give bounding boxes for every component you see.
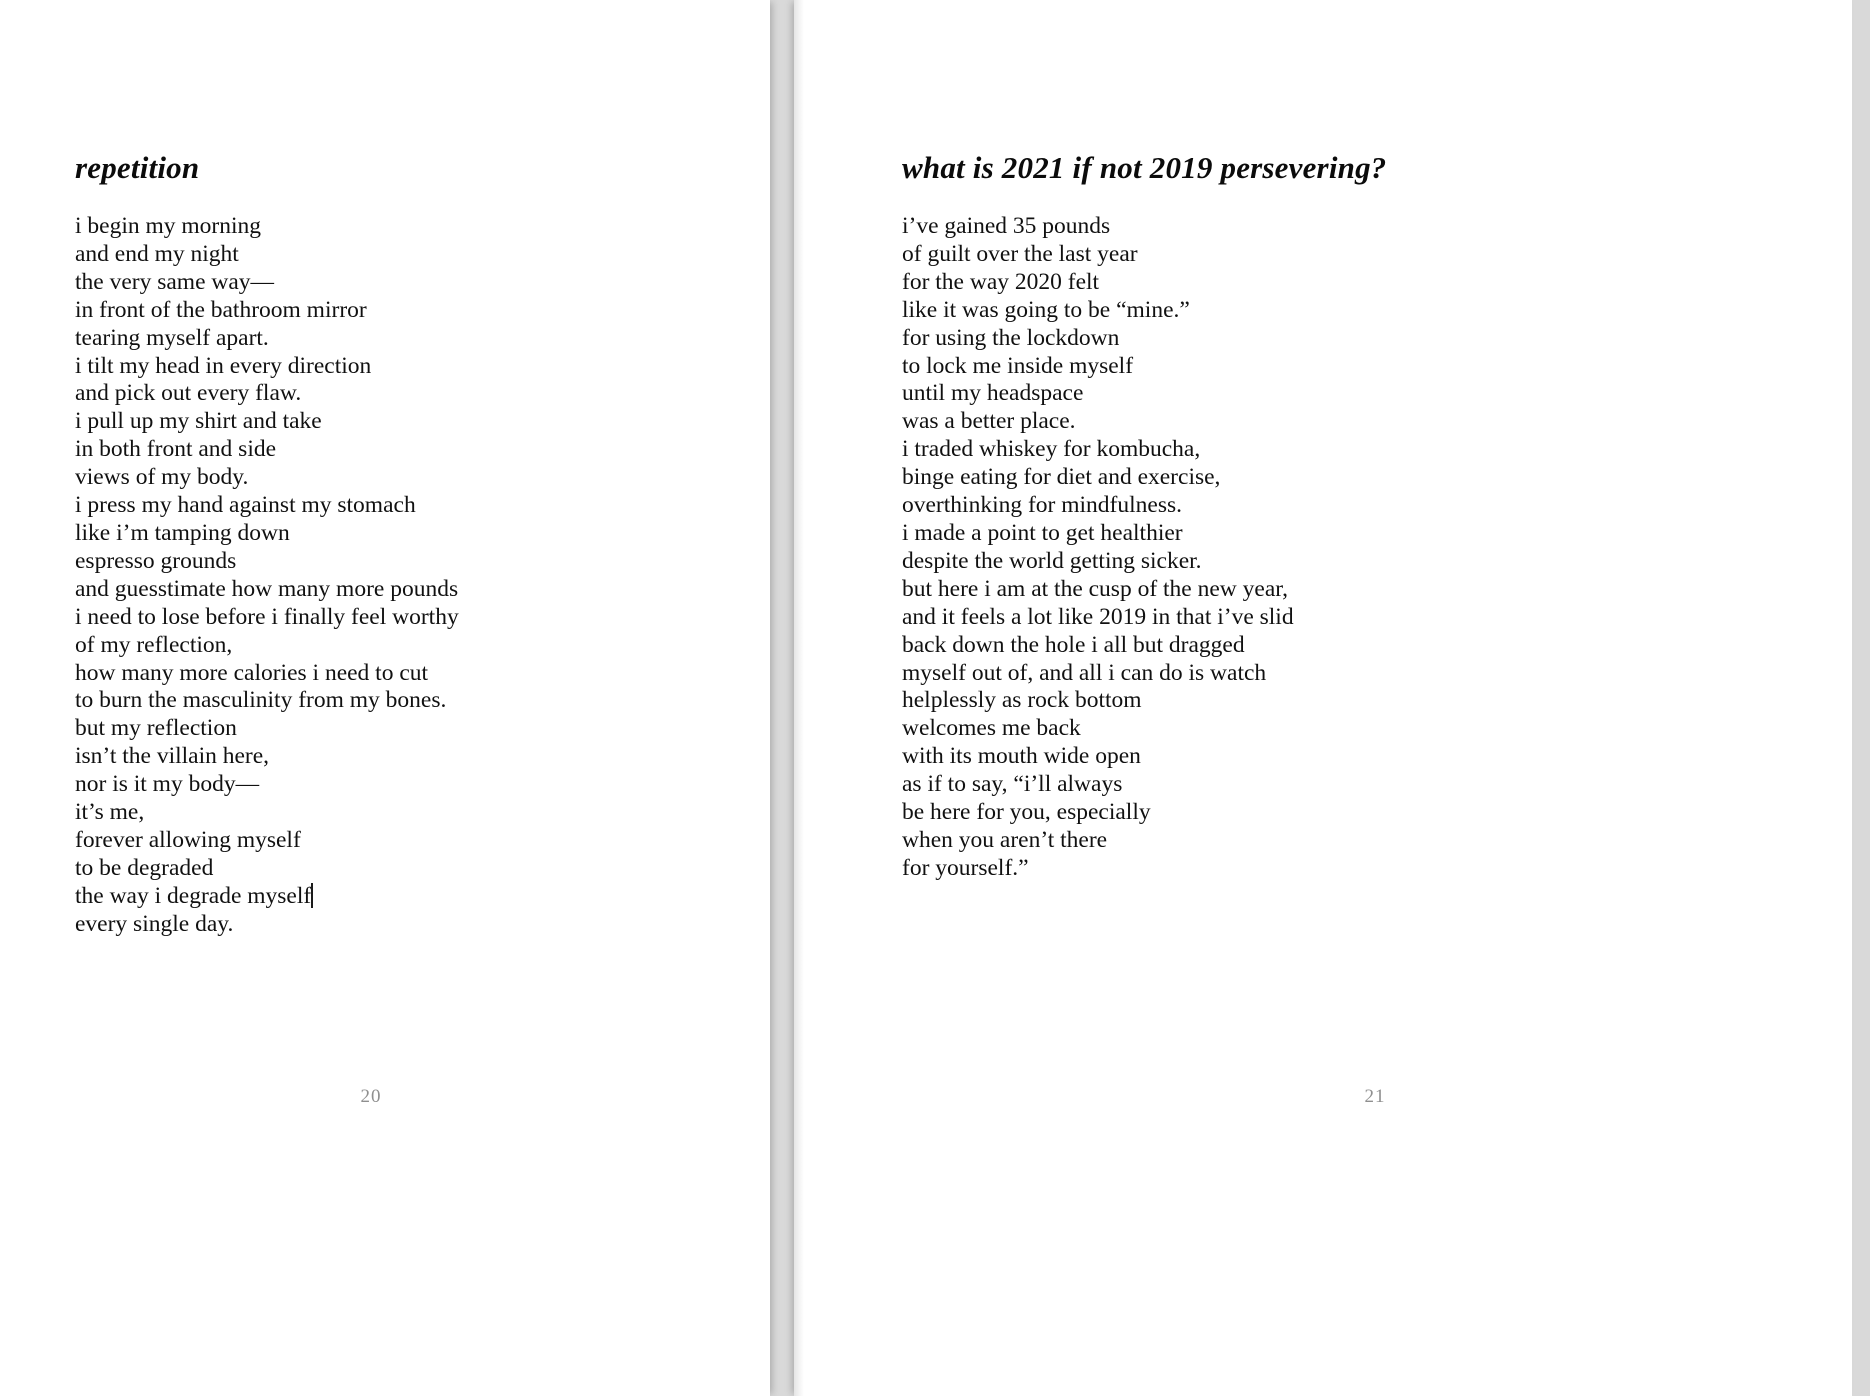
poem-line-text: of my reflection, (75, 631, 233, 658)
poem-line (75, 715, 459, 743)
poem-line-text: for yourself.” (902, 854, 1029, 881)
poem-line (902, 604, 1294, 632)
poem-line (902, 408, 1294, 436)
poem-line-text: views of my body. (75, 464, 249, 491)
poem-line-text: the way i degrade myself (75, 882, 312, 909)
poem-line-text: like it was going to be “mine.” (902, 296, 1190, 323)
poem-line (902, 464, 1294, 492)
poem-line-text: but my reflection (75, 715, 237, 742)
poem-line-text: and it feels a lot like 2019 in that i’ve slid (902, 603, 1294, 630)
poem-line (902, 715, 1294, 743)
poem-line-text: as if to say, “i’ll always (902, 771, 1123, 798)
poem-line (902, 241, 1294, 269)
poem-line-text: with its mouth wide open (902, 743, 1141, 770)
poem-line (902, 771, 1294, 799)
poem-line-text: back down the hole i all but dragged (902, 631, 1245, 658)
poem-line-text: in both front and side (75, 436, 277, 463)
poem-line-text: but here i am at the cusp of the new year, (902, 575, 1289, 602)
poem-line (75, 911, 459, 939)
poem-line-text: i tilt my head in every direction (75, 352, 372, 379)
poem-line (902, 743, 1294, 771)
poem-line (902, 325, 1294, 353)
poem-line (902, 827, 1294, 855)
poem-line-text: and end my night (75, 240, 239, 267)
poem-line (75, 269, 459, 297)
poem-line (902, 297, 1294, 325)
poem-line-text: i need to lose before i finally feel worthy (75, 603, 459, 630)
poem-line-text: be here for you, especially (902, 799, 1151, 826)
poem-line (75, 436, 459, 464)
poem-line-text: welcomes me back (902, 715, 1081, 742)
poem-line (902, 492, 1294, 520)
poem-line (902, 436, 1294, 464)
poem-line (75, 604, 459, 632)
page-number-right: 21 (1364, 1086, 1386, 1107)
page-number-left: 20 (360, 1086, 382, 1107)
poem-line-text: i pull up my shirt and take (75, 408, 322, 435)
page-right-edge-shadow (794, 0, 804, 1396)
poem-line-text: like i’m tamping down (75, 519, 290, 546)
poem-line-text: was a better place. (902, 408, 1076, 435)
poem-line (902, 576, 1294, 604)
poem-line-text: to burn the masculinity from my bones. (75, 687, 447, 714)
poem-line-text: despite the world getting sicker. (902, 547, 1202, 574)
poem-line (75, 520, 459, 548)
poem-line-text: it’s me, (75, 799, 145, 826)
poem-line-text: overthinking for mindfulness. (902, 492, 1183, 519)
poem-line-text: for the way 2020 felt (902, 268, 1100, 295)
poem-line (902, 548, 1294, 576)
poem-line (75, 548, 459, 576)
poem-line (75, 855, 459, 883)
poem-line (75, 632, 459, 660)
poem-line-text: forever allowing myself (75, 826, 301, 853)
poem-line-text: i’ve gained 35 pounds (902, 213, 1111, 239)
poem-line (75, 799, 459, 827)
poem-line (902, 380, 1294, 408)
poem-line (902, 520, 1294, 548)
poem-line-text: i made a point to get healthier (902, 519, 1183, 546)
poem-line-text: i press my hand against my stomach (75, 492, 416, 519)
poem-line-text: and pick out every flaw. (75, 380, 302, 407)
poem-line (902, 632, 1294, 660)
poem-line (75, 464, 459, 492)
spread-gutter (770, 0, 794, 1396)
poem-line-text: until my headspace (902, 380, 1084, 407)
poem-line (75, 380, 459, 408)
poem-body-left[interactable] (75, 213, 459, 939)
page-left (0, 0, 770, 1396)
poem-line (902, 799, 1294, 827)
poem-line (75, 743, 459, 771)
poem-line (75, 241, 459, 269)
poem-line (75, 827, 459, 855)
poem-line-text: nor is it my body— (75, 771, 260, 798)
text-cursor-caret (311, 883, 313, 908)
poem-line-text: for using the lockdown (902, 324, 1120, 351)
poem-line (75, 771, 459, 799)
poem-line (902, 687, 1294, 715)
poem-line (75, 408, 459, 436)
poem-line-text: tearing myself apart. (75, 324, 269, 351)
poem-line (75, 297, 459, 325)
poem-line-text: helplessly as rock bottom (902, 687, 1142, 714)
poem-line-text: the very same way— (75, 268, 275, 295)
poem-line-text: to lock me inside myself (902, 352, 1134, 379)
poem-line (902, 855, 1294, 883)
poem-line-text: espresso grounds (75, 547, 237, 574)
poem-line-text: i begin my morning (75, 213, 262, 239)
poem-line-text: i traded whiskey for kombucha, (902, 436, 1201, 463)
poem-line (902, 269, 1294, 297)
poem-title-left: repetition (75, 150, 200, 185)
poem-line (75, 687, 459, 715)
poem-line-text: and guesstimate how many more pounds (75, 575, 459, 602)
poem-title-right: what is 2021 if not 2019 persevering? (902, 150, 1387, 185)
poem-line-text: binge eating for diet and exercise, (902, 464, 1221, 491)
poem-line (902, 213, 1294, 241)
poem-line (75, 660, 459, 688)
poem-line-text: myself out of, and all i can do is watch (902, 659, 1267, 686)
poem-line (75, 576, 459, 604)
poem-line-text: how many more calories i need to cut (75, 659, 429, 686)
poem-line (75, 492, 459, 520)
poem-line-text: every single day. (75, 910, 234, 937)
poem-line (75, 883, 459, 911)
poem-line (902, 660, 1294, 688)
poem-line-text: to be degraded (75, 854, 214, 881)
poem-line (75, 325, 459, 353)
poem-line (75, 353, 459, 381)
poem-line-text: of guilt over the last year (902, 240, 1138, 267)
poem-line (902, 353, 1294, 381)
page-right (794, 0, 1852, 1396)
poem-line-text: in front of the bathroom mirror (75, 296, 367, 323)
poem-line (75, 213, 459, 241)
poem-body-right[interactable] (902, 213, 1294, 883)
poem-line-text: when you aren’t there (902, 826, 1108, 853)
poem-line-text: isn’t the villain here, (75, 743, 270, 770)
